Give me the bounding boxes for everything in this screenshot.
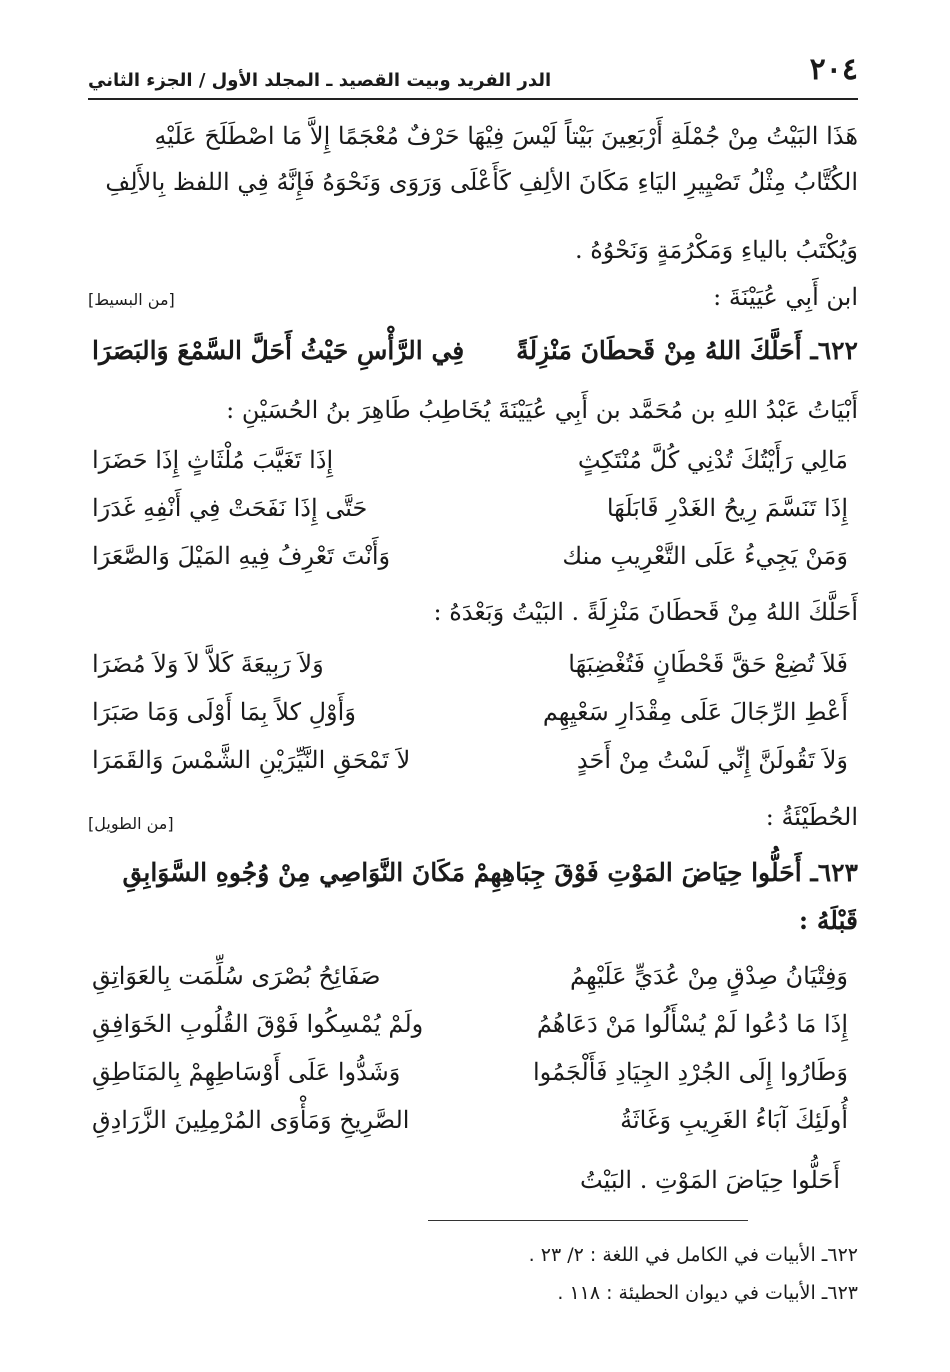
hemistich-2: ولَمْ يُمْسِكُوا فَوْقَ القُلُوبِ الخَوَافِقِ (92, 1010, 424, 1038)
footnote-622: ٦٢٢ـ الأبيات في الكامل في اللغة : ٢/ ٢٣ . (528, 1244, 858, 1266)
running-title: الدر الفريد وبيت القصيد ـ المجلد الأول / الجزء الثاني (88, 70, 552, 91)
hemistich-2: وَشَدُّوا عَلَى أَوْسَاطِهِمْ بِالمَنَاطِقِ (92, 1058, 401, 1086)
meter-623: [من الطويل] (88, 814, 174, 833)
hemistich-1: وَمَنْ يَجِيءُ عَلَى التَّعْرِيبِ منك (562, 542, 848, 570)
intro-line-2: الكُتَّابُ مِثْلُ تَصْيِيرِ اليَاءِ مَكَانَ الألِفِ كَأَعْلَى وَرَوَى وَنَحْوَهُ فَإِنَّهُ فِي اللفظ بِالأَلِفِ (105, 168, 858, 196)
context-622: أَبْيَاتُ عَبْدُ اللهِ بن مُحَمَّد بن أَبِي عُيَيْنَةَ يُخَاطِبُ طَاهِرَ بنُ الحُسَيْنِ : (226, 396, 858, 424)
verse-row (92, 650, 858, 694)
verse-622-hemistich-2: فِي الرَّأْسِ حَيْثُ أَحَلَّ السَّمْعَ وَالبَصَرَا (92, 336, 465, 365)
hemistich-1: أَعْطِ الرِّجَالَ عَلَى مِقْدَارِ سَعْيِهِم (542, 698, 848, 726)
footnote-divider (428, 1220, 748, 1221)
meter-622: [من البسيط] (88, 290, 175, 309)
verse-row (92, 698, 858, 742)
intro-line-3: وَيُكْتَبُ بالياءِ وَمَكْرُمَةٍ وَنَحْوُهُ . (574, 236, 858, 264)
closing-623: أَحَلُّوا حِيَاضَ المَوْتِ . البَيْتُ (580, 1166, 840, 1194)
hemistich-2: لاَ تَمْحَقِ النَّيِّرَيْنِ الشَّمْسَ وَالقَمَرَا (92, 746, 411, 774)
verse-row (92, 962, 858, 1006)
hemistich-1: مَالِي رَأَيْتُكَ تُدْنِي كُلَّ مُنْتَكِثٍ (577, 446, 848, 474)
hemistich-1: فَلاَ تُضِعْ حَقَّ قَحْطَانٍ فَتُغْضِبَهَا (568, 650, 848, 678)
intro-line-1: هَذَا البَيْتُ مِنْ جُمْلَةِ أَرْبَعِينَ بَيْتاً لَيْسَ فِيْهَا حَرْفٌ مُعْجَمًا إِلاَّ مَا اصْطَلَحَ عَلَيْهِ (154, 122, 858, 150)
transition-622: أَحَلَّكَ اللهُ مِنْ قَحطَانَ مَنْزِلَةً . البَيْتُ وَبَعْدَهُ : (433, 598, 858, 626)
hemistich-1: وَطَارُوا إِلَى الجُرْدِ الجِيَادِ فَأَلْجَمُوا (533, 1058, 848, 1086)
hemistich-1: وَلاَ تَقُولَنَّ إِنِّي لَسْتُ مِنْ أَحَدٍ (576, 746, 848, 774)
hemistich-2: وَأَوْلِ كلاً بِمَا أَوْلَى وَمَا صَبَرَا (92, 698, 356, 726)
hemistich-2: وَلاَ رَبِيعَةَ كَلاَّ لاَ وَلاَ مُضَرَا (92, 650, 324, 678)
page-header (88, 48, 858, 100)
hemistich-2: إِذَا تَغَيَّبَ مُلْثَاثٍ إِذَا حَضَرَا (92, 446, 334, 474)
poet-622: ابن أَبِي عُيَيْنَةَ : (713, 283, 858, 311)
hemistich-1: إِذَا تَنَسَّمَ رِيحُ الغَدْرِ قَابَلَهَا (606, 494, 848, 522)
verse-623-text: أَحَلُّوا حِيَاضَ المَوْتِ فَوْقَ جِبَاهِهِمْ مَكَانَ النَّوَاصِي مِنْ وُجُوهِ السَّوَابِقِ (122, 858, 802, 887)
hemistich-2: حَتَّى إِذَا نَفَحَتْ فِي أَنْفِهِ غَدَرَا (92, 494, 368, 522)
verse-row (92, 446, 858, 490)
verse-number-622: ٦٢٢ـ (810, 336, 858, 365)
poet-623: الحُطَيْئَةُ : (765, 803, 858, 831)
verse-row (92, 746, 858, 790)
verse-row (92, 494, 858, 538)
verse-number-623: ٦٢٣ـ (810, 858, 858, 887)
hemistich-1: إِذَا مَا دُعُوا لَمْ يُسْأَلُوا مَنْ دَعَاهُمُ (536, 1010, 848, 1038)
hemistich-1: وَفِتْيَانُ صِدْقٍ مِنْ عُدَيٍّ عَلَيْهِمُ (570, 962, 848, 990)
hemistich-2: وَأَنْتَ تَعْرِفُ فِيهِ المَيْلَ وَالصَّعَرَا (92, 542, 391, 570)
verse-row (92, 1010, 858, 1054)
hemistich-2: الصَّرِيخِ وَمَأْوَى المُرْمِلِينَ الزَّرَادِقِ (92, 1106, 410, 1134)
verse-row (92, 1058, 858, 1102)
verse-row (92, 1106, 858, 1150)
footnote-623: ٦٢٣ـ الأبيات في ديوان الحطيئة : ١١٨ . (557, 1282, 858, 1304)
hemistich-1: أُولَئِكَ آبَاءُ الغَرِيبِ وَغَاثَةُ (620, 1106, 848, 1134)
verse-622-hemistich-1: أَحَلَّكَ اللهُ مِنْ قَحطَانَ مَنْزِلَةً (516, 336, 802, 365)
hemistich-2: صَفَائِحُ بُصْرَى سُلِّمَت بِالعَوَاتِقِ (92, 962, 381, 990)
verse-row (92, 542, 858, 586)
page-number: ٢٠٤ (809, 52, 858, 87)
